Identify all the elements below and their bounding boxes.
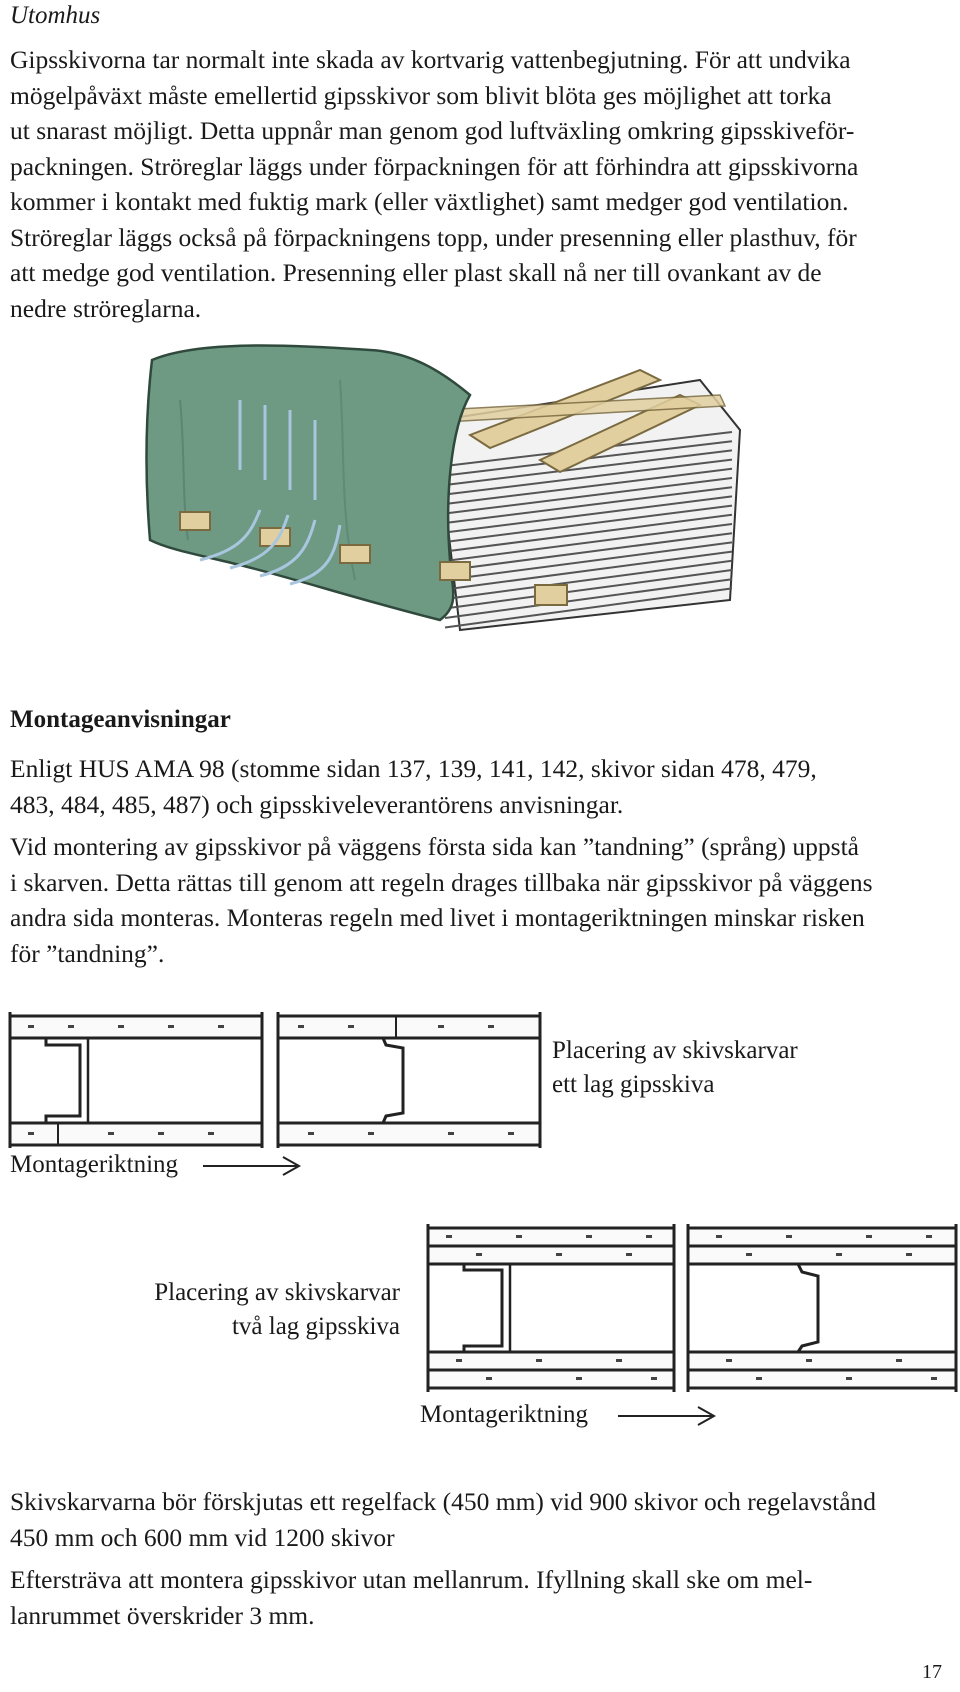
intro-line: att medge god ventilation. Presenning eller plast skall nå ner till ovankant av de — [10, 258, 822, 287]
paragraph-line: i skarven. Detta rättas till genom att regeln drages tillbaka när gipsskivor på väggens — [10, 867, 873, 897]
paragraph-line: för ”tandning”. — [10, 938, 165, 968]
wall-section-diagram-double-layer — [426, 1222, 960, 1394]
paragraph-line: lanrummet överskrider 3 mm. — [10, 1600, 315, 1630]
page-number: 17 — [922, 1661, 942, 1683]
section-title: Utomhus — [10, 2, 101, 29]
diagram2-direction-label: Montageriktning — [420, 1401, 589, 1428]
paragraph-line: Eftersträva att montera gipsskivor utan mellanrum. Ifyllning skall ske om mel- — [10, 1565, 813, 1594]
intro-line: packningen. Ströreglar läggs under förpackningen för att förhindra att gipsskivorna — [10, 151, 859, 181]
diagram2-label — [140, 1276, 400, 1344]
diagram1-direction-label: Montageriktning — [10, 1151, 179, 1178]
intro-line: ut snarast möjligt. Detta uppnår man genom god luftväxling omkring gipsskiveför- — [10, 116, 855, 145]
paragraph-line: 483, 484, 485, 487) och gipsskiveleverantörens anvisningar. — [10, 789, 624, 819]
intro-paragraph — [10, 42, 945, 326]
intro-line: Ströreglar läggs också på förpackningens topp, under presenning eller plasthuv, för — [10, 222, 857, 252]
wall-section-diagram-single-layer — [8, 1008, 543, 1148]
paragraph-line: 450 mm och 600 mm vid 1200 skivor — [10, 1522, 395, 1552]
paragraph-line: andra sida monteras. Monteras regeln med livet i montageriktningen minskar risken — [10, 903, 865, 932]
paragraph-line: Vid montering av gipsskivor på väggens första sida kan ”tandning” (språng) uppstå — [10, 832, 859, 861]
label-line: ett lag gipsskiva — [552, 1071, 715, 1098]
montage-paragraph-2 — [10, 829, 945, 971]
label-line: Placering av skivskarvar — [154, 1279, 400, 1306]
intro-line: mögelpåväxt måste emellertid gipsskivor som blivit blöta ges möjlighet att torka — [10, 80, 832, 110]
label-line: två lag gipsskiva — [231, 1313, 400, 1340]
closing-paragraph-2 — [10, 1562, 945, 1633]
intro-line: Gipsskivorna tar normalt inte skada av kortvarig vattenbegjutning. För att undvika — [10, 45, 851, 74]
direction-arrow — [618, 1403, 718, 1429]
diagram1-label — [552, 1034, 798, 1102]
closing-paragraph-1 — [10, 1484, 945, 1555]
paragraph-line: Skivskarvarna bör förskjutas ett regelfack (450 mm) vid 900 skivor och regelavstånd — [10, 1487, 877, 1516]
stacked-boards-illustration — [140, 340, 780, 650]
direction-arrow — [203, 1153, 303, 1179]
label-line: Placering av skivskarvar — [552, 1037, 798, 1064]
montage-heading: Montageanvisningar — [10, 706, 231, 733]
montage-paragraph-1 — [10, 751, 945, 822]
paragraph-line: Enligt HUS AMA 98 (stomme sidan 137, 139, 141, 142, skivor sidan 478, 479, — [10, 754, 817, 783]
intro-line: nedre ströreglarna. — [10, 293, 202, 323]
intro-line: kommer i kontakt med fuktig mark (eller växtlighet) samt medger god ventilation. — [10, 187, 849, 216]
